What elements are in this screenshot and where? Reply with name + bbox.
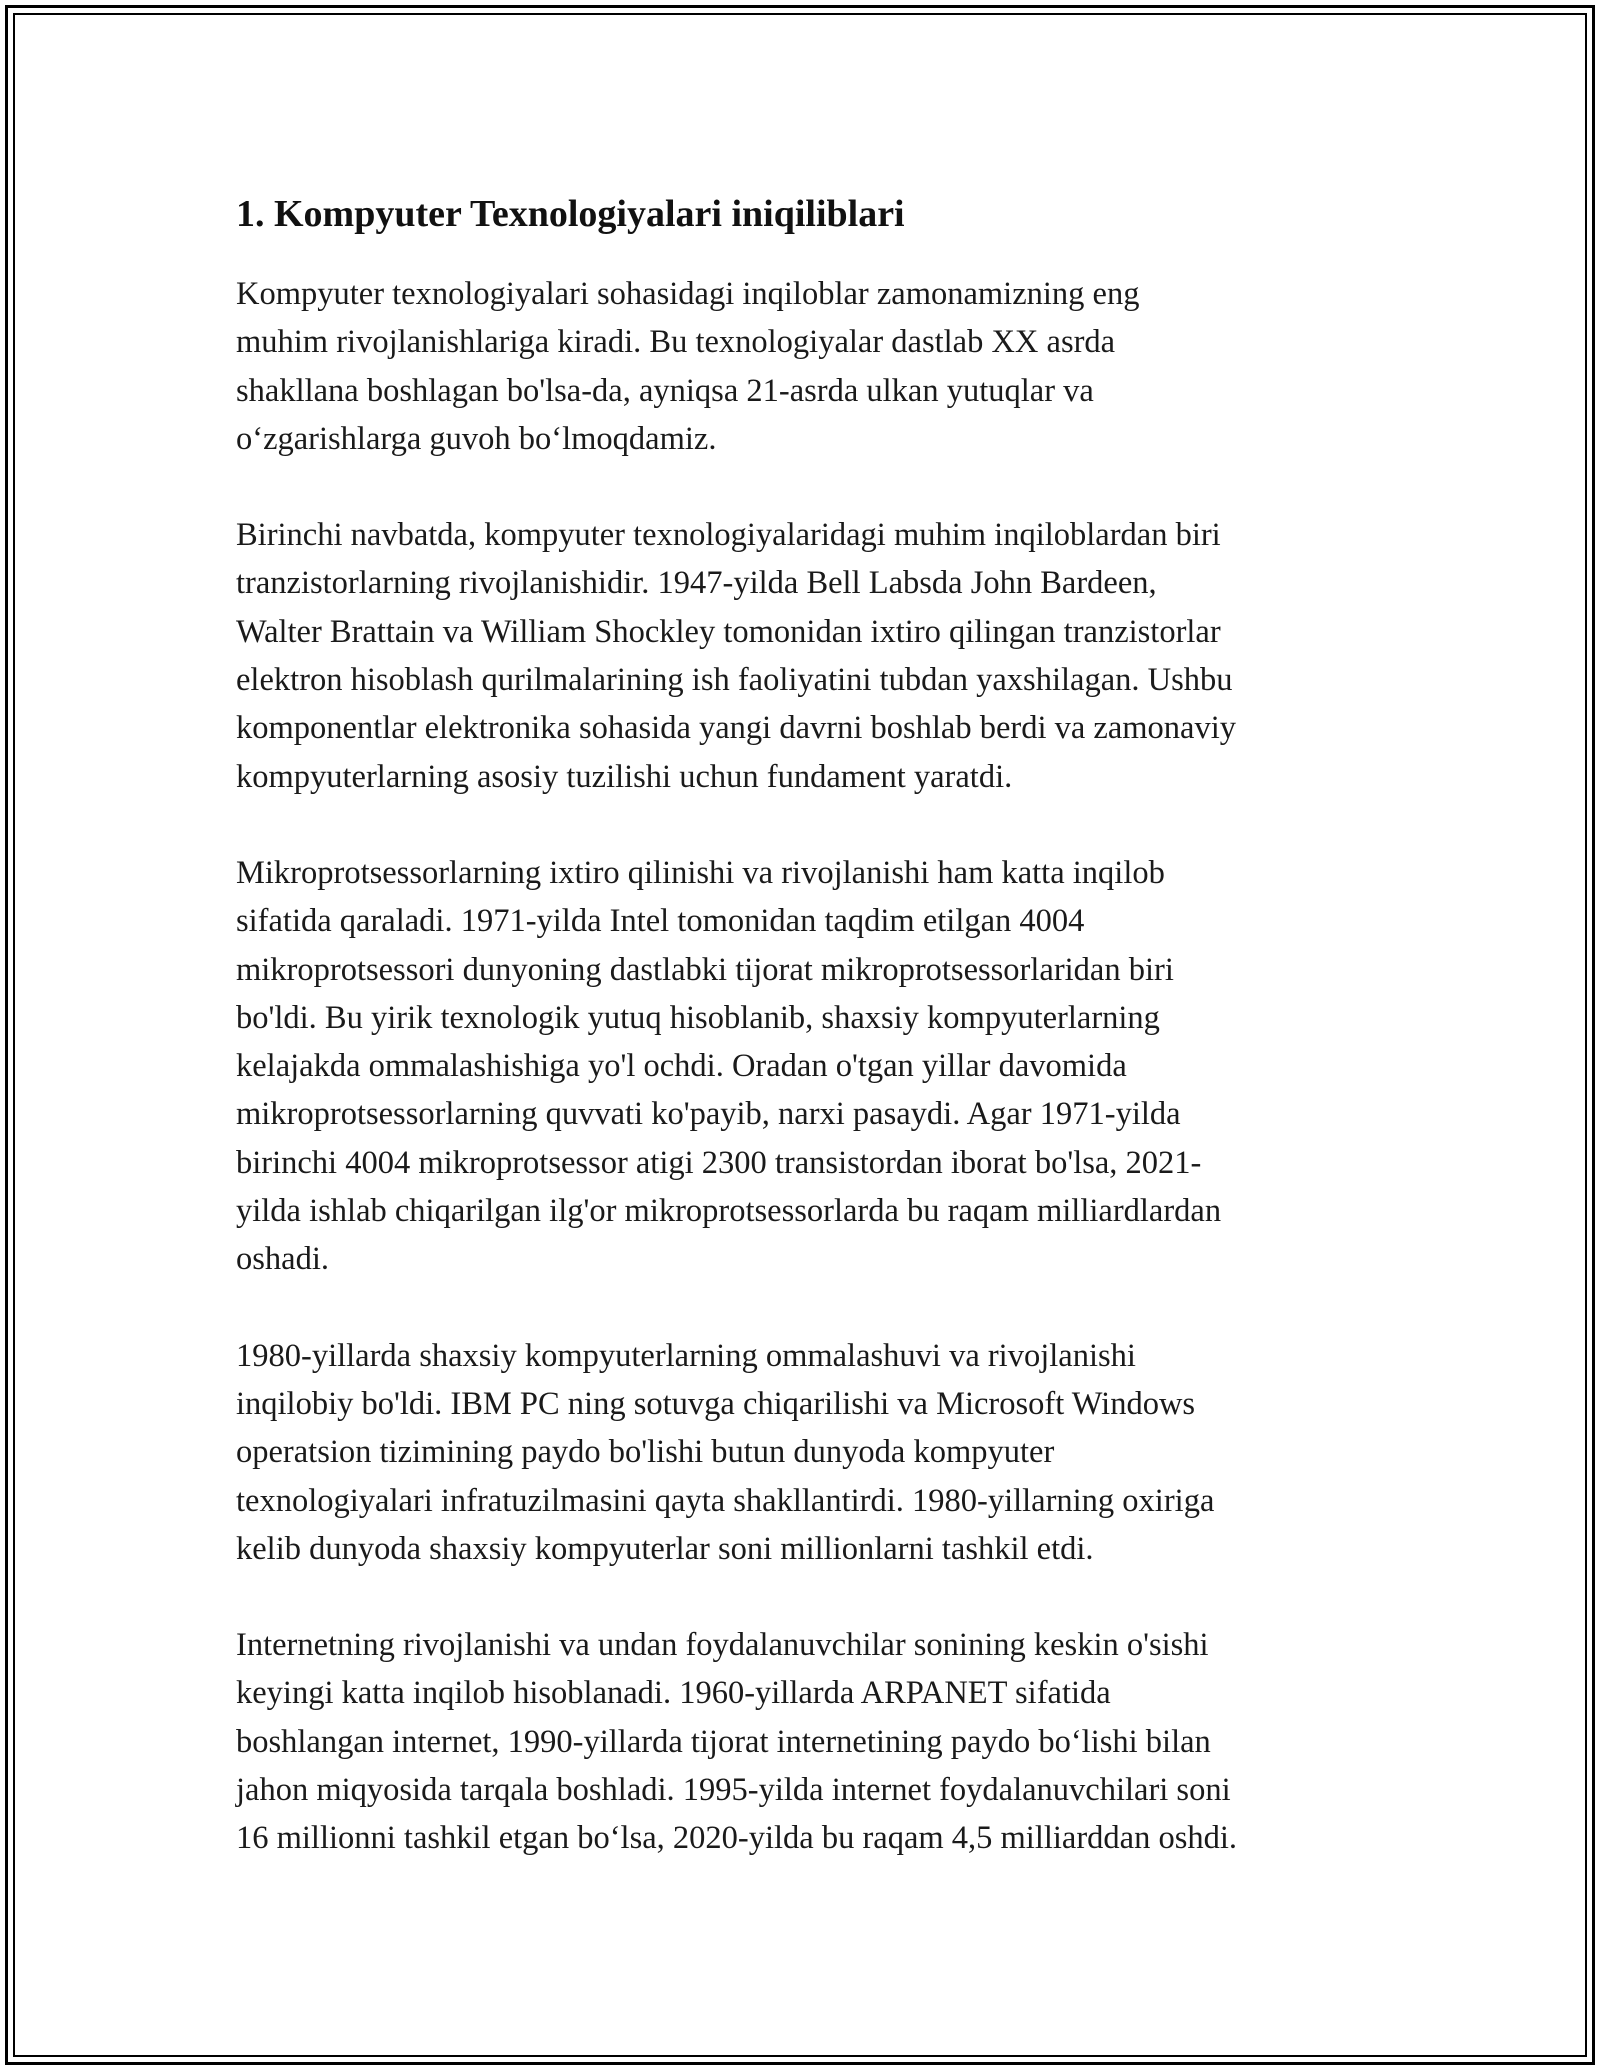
text-line: Internetning rivojlanishi va undan foydalanuvchilar sonining keskin o'sishi [236, 1627, 1209, 1664]
text-line: keyingi katta inqilob hisoblanadi. 1960-yillarda ARPANET sifatida [236, 1675, 1111, 1712]
text-line: muhim rivojlanishlariga kiradi. Bu texnologiyalar dastlab XX asrda [236, 324, 1116, 361]
paragraph-transistors [236, 511, 1386, 801]
paragraph-microprocessors [236, 849, 1386, 1284]
text-line: operatsion tizimining paydo bo'lishi butun dunyoda kompyuter [236, 1434, 1055, 1471]
text-line: birinchi 4004 mikroprotsessor atigi 2300 transistordan iborat bo'lsa, 2021- [236, 1144, 1202, 1181]
text-line: tranzistorlarning rivojlanishidir. 1947-yilda Bell Labsda John Bardeen, [236, 565, 1157, 602]
paragraph-internet [236, 1621, 1386, 1862]
paragraph-intro [236, 270, 1386, 463]
text-line: inqilobiy bo'ldi. IBM PC ning sotuvga chiqarilishi va Microsoft Windows [236, 1385, 1196, 1422]
text-line: Walter Brattain va William Shockley tomonidan ixtiro qilingan tranzistorlar [236, 613, 1221, 650]
text-line: 1980-yillarda shaxsiy kompyuterlarning ommalashuvi va rivojlanishi [236, 1337, 1136, 1374]
paragraph-personal-computers [236, 1332, 1386, 1573]
text-line: shakllana boshlagan bo'lsa-da, ayniqsa 21-asrda ulkan yutuqlar va [236, 372, 1094, 409]
text-line: 16 millionni tashkil etgan bo‘lsa, 2020-yilda bu raqam 4,5 milliarddan oshdi. [236, 1820, 1238, 1857]
text-line: jahon miqyosida tarqala boshladi. 1995-yilda internet foydalanuvchilari soni [236, 1772, 1231, 1809]
text-line: kelajakda ommalashishiga yo'l ochdi. Oradan o'tgan yillar davomida [236, 1048, 1127, 1085]
text-line: kelib dunyoda shaxsiy kompyuterlar soni millionlarni tashkil etdi. [236, 1530, 1094, 1567]
text-line: komponentlar elektronika sohasida yangi davrni boshlab berdi va zamonaviy [236, 710, 1236, 747]
text-line: yilda ishlab chiqarilgan ilg'or mikroprotsessorlarda bu raqam milliardlardan [236, 1193, 1222, 1230]
text-line: kompyuterlarning asosiy tuzilishi uchun fundament yaratdi. [236, 758, 1013, 795]
text-line: elektron hisoblash qurilmalarining ish faoliyatini tubdan yaxshilagan. Ushbu [236, 662, 1233, 699]
text-line: o‘zgarishlarga guvoh bo‘lmoqdamiz. [236, 420, 717, 457]
text-line: mikroprotsessori dunyoning dastlabki tijorat mikroprotsessorlaridan biri [236, 951, 1174, 988]
section-heading: 1. Kompyuter Texnologiyalari iniqiliblari [236, 193, 905, 235]
text-line: Birinchi navbatda, kompyuter texnologiyalaridagi muhim inqiloblardan biri [236, 517, 1221, 554]
text-line: Mikroprotsessorlarning ixtiro qilinishi va rivojlanishi ham katta inqilob [236, 854, 1165, 891]
text-line: oshadi. [236, 1241, 329, 1278]
text-line: sifatida qaraladi. 1971-yilda Intel tomonidan taqdim etilgan 4004 [236, 903, 1085, 940]
text-line: Kompyuter texnologiyalari sohasidagi inqiloblar zamonamizning eng [236, 276, 1140, 312]
text-line: bo'ldi. Bu yirik texnologik yutuq hisoblanib, shaxsiy kompyuterlarning [236, 999, 1160, 1036]
document-body [236, 186, 1386, 1911]
text-line: boshlangan internet, 1990-yillarda tijorat internetining paydo bo‘lishi bilan [236, 1723, 1211, 1760]
text-line: texnologiyalari infratuzilmasini qayta shakllantirdi. 1980-yillarning oxiriga [236, 1482, 1215, 1519]
text-line: mikroprotsessorlarning quvvati ko'payib, narxi pasaydi. Agar 1971-yilda [236, 1096, 1181, 1133]
